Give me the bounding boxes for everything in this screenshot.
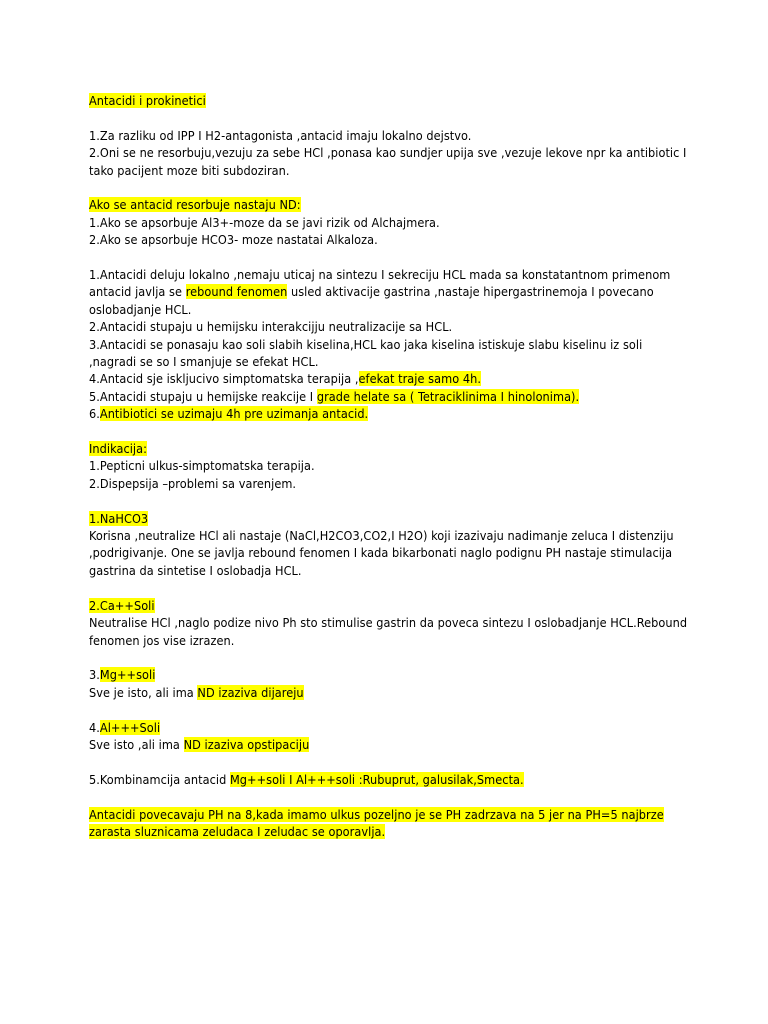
ca-heading-highlight: 2.Ca++Soli bbox=[89, 597, 155, 613]
al-side-effect-highlight: ND izaziva opstipaciju bbox=[183, 736, 310, 752]
mg-text-plain: Sve je isto, ali ima bbox=[89, 684, 198, 700]
spacer bbox=[89, 649, 689, 666]
mg-heading bbox=[89, 666, 689, 683]
combination-text: 5.Kombinamcija antacid bbox=[89, 771, 230, 787]
spacer bbox=[89, 753, 689, 770]
rebound-highlight: rebound fenomen bbox=[185, 284, 288, 300]
nahco3-heading-highlight: 1.NaHCO3 bbox=[89, 510, 149, 526]
resorption-heading-highlight: Ako se antacid resorbuje nastaju ND: bbox=[89, 197, 301, 213]
spacer bbox=[89, 423, 689, 440]
mg-text bbox=[89, 684, 689, 701]
ca-heading bbox=[89, 597, 689, 614]
spacer bbox=[89, 701, 689, 718]
combination-line bbox=[89, 771, 689, 788]
spacer bbox=[89, 179, 689, 196]
al-text-plain: Sve isto ,ali ima bbox=[89, 736, 184, 752]
mg-heading-highlight: Mg++soli bbox=[99, 667, 156, 683]
conclusion-highlight: Antacidi povecavaju PH na 8,kada imamo ulkus pozeljno je se PH zadrzava na 5 jer na PH=5 najbrze zarasta sluznicama zeludaca I zeludac se oporavlja. bbox=[89, 806, 664, 839]
nahco3-heading bbox=[89, 510, 689, 527]
resorption-line-2: 2.Ako se apsorbuje HCO3- moze nastatai Alkaloza. bbox=[89, 232, 378, 248]
spacer bbox=[89, 579, 689, 596]
mechanism-paragraph-5 bbox=[89, 388, 689, 405]
indications-heading bbox=[89, 440, 689, 457]
title-highlight: Antacidi i prokinetici bbox=[89, 93, 206, 108]
mechanism-p6-number: 6. bbox=[89, 406, 100, 422]
indication-2: 2.Dispepsija –problemi sa varenjem. bbox=[89, 475, 297, 491]
conclusion-paragraph bbox=[89, 806, 689, 841]
effect-duration-highlight: efekat traje samo 4h. bbox=[358, 371, 481, 387]
combination-highlight: Mg++soli I Al+++soli :Rubuprut, galusilak,Smecta. bbox=[229, 771, 524, 787]
mechanism-paragraph-4 bbox=[89, 370, 689, 387]
intro-line-1: 1.Za razliku od IPP I H2-antagonista ,antacid imaju lokalno dejstvo. bbox=[89, 127, 472, 143]
spacer bbox=[89, 109, 689, 126]
mechanism-p5-text: 5.Antacidi stupaju u hemijske reakcije I bbox=[89, 388, 317, 404]
al-text bbox=[89, 736, 689, 753]
al-heading-number: 4. bbox=[89, 719, 100, 735]
nahco3-text: Korisna ,neutralize HCl ali nastaje (NaCl,H2CO3,CO2,I H2O) koji izazivaju nadimanje zeluca I distenziju ,podrigivanje. One se javlja rebound fenomen I kada bikarbonati naglo podignu PH nastaje stimulacija gastrina da sintetise I oslobadja HCL. bbox=[89, 528, 674, 578]
al-heading bbox=[89, 719, 689, 736]
intro-line-2: 2.Oni se ne resorbuju,vezuju za sebe HCl ,ponasa kao sundjer upija sve ,vezuje lekove npr ka antibiotic I tako pacijent moze biti subdoziran. bbox=[89, 145, 687, 178]
mechanism-p1-text: 1.Antacidi deluju lokalno ,nemaju uticaj na sintezu I sekreciju HCL mada sa konstatantnom primenom antacid javlja se bbox=[89, 267, 671, 300]
document-title bbox=[89, 92, 689, 109]
mg-side-effect-highlight: ND izaziva dijareju bbox=[197, 684, 304, 700]
chelate-highlight: grade helate sa ( Tetraciklinima I hinolonima). bbox=[316, 388, 580, 404]
mechanism-paragraph-2: 2.Antacidi stupaju u hemijsku interakcijju neutralizacije sa HCL. bbox=[89, 319, 453, 335]
indication-1: 1.Pepticni ulkus-simptomatska terapija. bbox=[89, 458, 315, 474]
document-body bbox=[89, 92, 689, 840]
indications-heading-highlight: Indikacija: bbox=[89, 441, 147, 457]
ca-text: Neutralise HCl ,naglo podize nivo Ph sto stimulise gastrin da poveca sintezu I oslobadjanje HCL.Rebound fenomen jos vise izrazen. bbox=[89, 615, 688, 648]
spacer bbox=[89, 788, 689, 805]
antibiotic-timing-highlight: Antibiotici se uzimaju 4h pre uzimanja antacid. bbox=[99, 406, 369, 422]
al-heading-highlight: Al+++Soli bbox=[99, 719, 161, 735]
mechanism-paragraph-1 bbox=[89, 266, 689, 318]
resorption-heading bbox=[89, 196, 689, 213]
resorption-line-1: 1.Ako se apsorbuje Al3+-moze da se javi rizik od Alchajmera. bbox=[89, 214, 440, 230]
mechanism-p4-text: 4.Antacid sje iskljucivo simptomatska terapija , bbox=[89, 371, 359, 387]
mg-heading-number: 3. bbox=[89, 667, 100, 683]
spacer bbox=[89, 249, 689, 266]
mechanism-p1-rest: usled aktivacije gastrina ,nastaje hipergastrinemoja I povecano oslobadjanje HCL. bbox=[89, 284, 654, 317]
mechanism-paragraph-6 bbox=[89, 405, 689, 422]
spacer bbox=[89, 492, 689, 509]
mechanism-paragraph-3: 3.Antacidi se ponasaju kao soli slabih kiselina,HCL kao jaka kiselina istiskuje slabu kiselinu iz soli ,nagradi se so I smanjuje se efekat HCL. bbox=[89, 336, 643, 370]
